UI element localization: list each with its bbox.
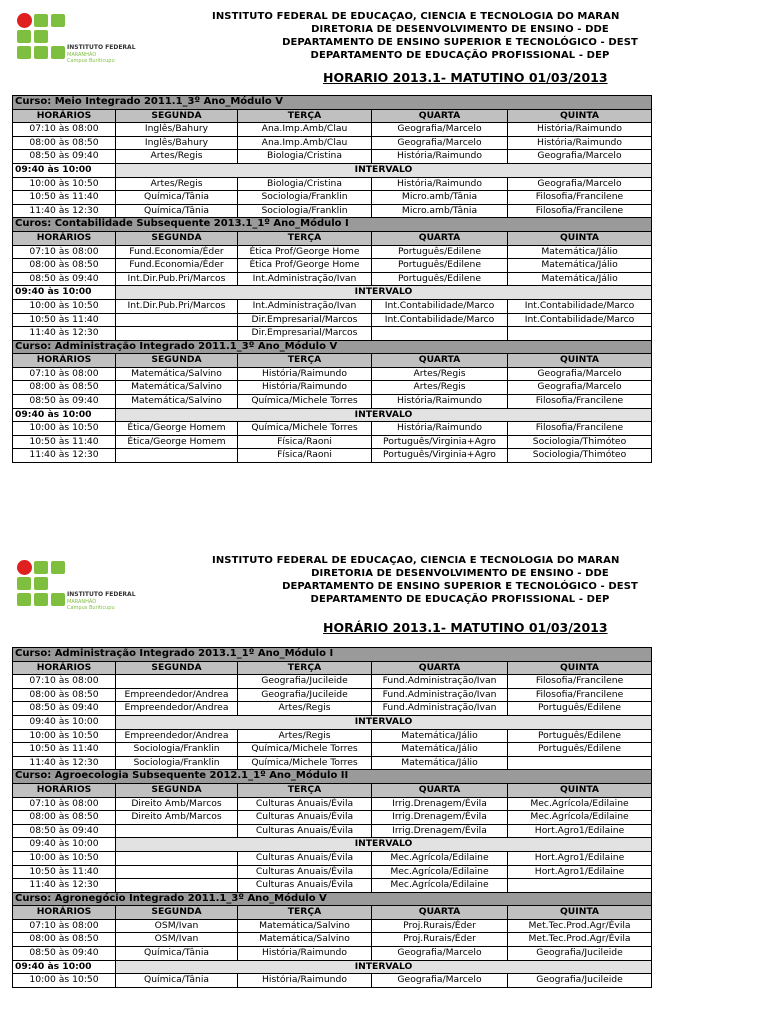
break-row	[13, 286, 652, 300]
break-label: INTERVALO	[116, 715, 652, 729]
table-row	[13, 756, 652, 770]
class-cell: Química/Michele Torres	[238, 395, 372, 409]
class-cell: Química/Michele Torres	[238, 422, 372, 436]
class-cell: Filosofia/Francilene	[508, 675, 652, 689]
table-header-row	[13, 661, 652, 675]
time-cell: 10:00 às 10:50	[13, 177, 116, 191]
class-cell: Matemática/Jálio	[372, 756, 508, 770]
class-cell: Sociologia/Franklin	[116, 756, 238, 770]
header-line-2: DIRETORIA DE DESENVOLVIMENTO DE ENSINO - DDE	[311, 568, 609, 579]
class-cell: Int.Contabilidade/Marco	[508, 299, 652, 313]
table-row	[13, 947, 652, 961]
class-cell: Mec.Agrícola/Edilaine	[508, 811, 652, 825]
class-cell: História/Raimundo	[508, 136, 652, 150]
class-cell: Sociologia/Thimóteo	[508, 435, 652, 449]
time-cell: 11:40 às 12:30	[13, 879, 116, 893]
class-cell: Artes/Regis	[116, 150, 238, 164]
class-cell: Mec.Agrícola/Edilaine	[372, 865, 508, 879]
logo-text-campus: Campus Buriticupu	[67, 605, 115, 611]
table-row	[13, 191, 652, 205]
break-label: INTERVALO	[116, 286, 652, 300]
class-cell: Fund.Economia/Éder	[116, 259, 238, 273]
class-cell: Culturas Anuais/Évila	[238, 865, 372, 879]
class-cell: Hort.Agro1/Edilaine	[508, 865, 652, 879]
time-cell: 09:40 às 10:00	[13, 960, 116, 974]
table-row	[13, 851, 652, 865]
column-header: HORÁRIOS	[13, 661, 116, 675]
class-cell: Matemática/Salvino	[116, 395, 238, 409]
column-header: QUARTA	[372, 354, 508, 368]
class-cell: História/Raimundo	[238, 974, 372, 988]
class-cell: Português/Edilene	[508, 743, 652, 757]
table-row	[13, 367, 652, 381]
class-cell: Ética Prof/George Home	[238, 245, 372, 259]
class-cell: Mec.Agrícola/Edilaine	[372, 879, 508, 893]
class-cell	[508, 327, 652, 341]
time-cell: 08:00 às 08:50	[13, 259, 116, 273]
class-cell: Física/Raoni	[238, 435, 372, 449]
class-cell: OSM/Ivan	[116, 919, 238, 933]
class-cell: Matemática/Jálio	[508, 272, 652, 286]
table-row	[13, 150, 652, 164]
class-cell	[116, 879, 238, 893]
class-cell: Fund.Economia/Éder	[116, 245, 238, 259]
schedule-table	[12, 95, 652, 463]
column-header: TERÇA	[238, 661, 372, 675]
class-cell: Fund.Administração/Ivan	[372, 675, 508, 689]
column-header: TERÇA	[238, 354, 372, 368]
class-cell	[116, 675, 238, 689]
class-cell: Empreendedor/Andrea	[116, 729, 238, 743]
column-header: SEGUNDA	[116, 783, 238, 797]
time-cell: 10:50 às 11:40	[13, 435, 116, 449]
class-cell: Direito Amb/Marcos	[116, 811, 238, 825]
time-cell: 08:50 às 09:40	[13, 150, 116, 164]
class-cell: Inglês/Bahury	[116, 136, 238, 150]
class-cell: Geografia/Marcelo	[508, 367, 652, 381]
course-title: Curso: Administração Integrado 2013.1_1º Ano_Módulo I	[13, 648, 652, 662]
logo-text-institute: INSTITUTO FEDERAL	[67, 591, 136, 598]
class-cell: Ética/George Homem	[116, 422, 238, 436]
column-header: QUARTA	[372, 231, 508, 245]
class-cell: Geografia/Jucileide	[238, 675, 372, 689]
class-cell: Ética Prof/George Home	[238, 259, 372, 273]
class-cell: Geografia/Jucileide	[508, 974, 652, 988]
class-cell: Fund.Administração/Ivan	[372, 688, 508, 702]
time-cell: 07:10 às 08:00	[13, 919, 116, 933]
time-cell: 08:00 às 08:50	[13, 136, 116, 150]
column-header: HORÁRIOS	[13, 354, 116, 368]
course-title: Curso: Agronegócio Integrado 2011.1_3º Ano_Módulo V	[13, 892, 652, 906]
class-cell: Hort.Agro1/Edilaine	[508, 824, 652, 838]
class-cell: História/Raimundo	[508, 123, 652, 137]
class-cell: Filosofia/Francilene	[508, 191, 652, 205]
time-cell: 10:50 às 11:40	[13, 743, 116, 757]
class-cell: História/Raimundo	[238, 367, 372, 381]
logo-text-state: MARANHÃO	[67, 52, 97, 58]
class-cell: Hort.Agro1/Edilaine	[508, 851, 652, 865]
table-header-row	[13, 354, 652, 368]
class-cell: Ética/George Homem	[116, 435, 238, 449]
course-title: Curso: Meio Integrado 2011.1_3º Ano_Módulo V	[13, 96, 652, 110]
table-row	[13, 245, 652, 259]
time-cell: 10:00 às 10:50	[13, 974, 116, 988]
class-cell: Sociologia/Franklin	[238, 191, 372, 205]
class-cell: História/Raimundo	[372, 422, 508, 436]
table-row	[13, 879, 652, 893]
class-cell: Ana.Imp.Amb/Clau	[238, 136, 372, 150]
time-cell: 08:00 às 08:50	[13, 933, 116, 947]
column-header: QUARTA	[372, 783, 508, 797]
class-cell: Culturas Anuais/Évila	[238, 797, 372, 811]
class-cell: Geografia/Marcelo	[372, 136, 508, 150]
class-cell: Português/Edilene	[372, 272, 508, 286]
table-row	[13, 136, 652, 150]
logo-red-dot-icon	[17, 13, 32, 28]
class-cell: Química/Michele Torres	[238, 756, 372, 770]
time-cell: 07:10 às 08:00	[13, 245, 116, 259]
class-cell: Geografia/Marcelo	[508, 381, 652, 395]
table-row	[13, 259, 652, 273]
class-cell: Irrig.Drenagem/Évila	[372, 797, 508, 811]
class-cell: Matemática/Jálio	[508, 245, 652, 259]
time-cell: 09:40 às 10:00	[13, 715, 116, 729]
class-cell: Int.Dir.Pub.Pri/Marcos	[116, 272, 238, 286]
column-header: TERÇA	[238, 231, 372, 245]
page-title: HORÁRIO 2013.1- MATUTINO 01/03/2013	[323, 620, 608, 635]
column-header: HORÁRIOS	[13, 906, 116, 920]
break-label: INTERVALO	[116, 838, 652, 852]
class-cell: OSM/Ivan	[116, 933, 238, 947]
time-cell: 08:50 às 09:40	[13, 272, 116, 286]
time-cell: 09:40 às 10:00	[13, 408, 116, 422]
time-cell: 07:10 às 08:00	[13, 123, 116, 137]
header-line-1: INSTITUTO FEDERAL DE EDUCAÇAO, CIENCIA E TECNOLOGIA DO MARAN	[212, 11, 620, 22]
time-cell: 11:40 às 12:30	[13, 449, 116, 463]
class-cell: História/Raimundo	[372, 150, 508, 164]
table-row	[13, 449, 652, 463]
time-cell: 11:40 às 12:30	[13, 756, 116, 770]
class-cell: Culturas Anuais/Évila	[238, 879, 372, 893]
column-header: QUINTA	[508, 231, 652, 245]
break-row	[13, 408, 652, 422]
time-cell: 11:40 às 12:30	[13, 327, 116, 341]
class-cell: Int.Dir.Pub.Pri/Marcos	[116, 299, 238, 313]
break-row	[13, 715, 652, 729]
time-cell: 10:50 às 11:40	[13, 313, 116, 327]
table-row	[13, 729, 652, 743]
class-cell: Matemática/Jálio	[372, 743, 508, 757]
column-header: TERÇA	[238, 109, 372, 123]
table-row	[13, 327, 652, 341]
time-cell: 10:50 às 11:40	[13, 865, 116, 879]
column-header: HORÁRIOS	[13, 783, 116, 797]
course-title-row	[13, 648, 652, 662]
break-label: INTERVALO	[116, 163, 652, 177]
class-cell: Química/Michele Torres	[238, 743, 372, 757]
column-header: HORÁRIOS	[13, 109, 116, 123]
break-row	[13, 960, 652, 974]
table-row	[13, 123, 652, 137]
class-cell: Geografia/Marcelo	[372, 947, 508, 961]
table-row	[13, 422, 652, 436]
class-cell	[116, 851, 238, 865]
table-row	[13, 299, 652, 313]
class-cell: Matemática/Salvino	[116, 381, 238, 395]
class-cell	[116, 327, 238, 341]
time-cell: 08:00 às 08:50	[13, 811, 116, 825]
class-cell: Geografia/Marcelo	[372, 974, 508, 988]
class-cell: Geografia/Marcelo	[508, 150, 652, 164]
class-cell: Filosofia/Francilene	[508, 422, 652, 436]
class-cell: Int.Administração/Ivan	[238, 272, 372, 286]
break-label: INTERVALO	[116, 960, 652, 974]
table-row	[13, 702, 652, 716]
class-cell: Geografia/Jucileide	[238, 688, 372, 702]
class-cell	[508, 756, 652, 770]
class-cell: Artes/Regis	[238, 729, 372, 743]
class-cell: Matemática/Salvino	[238, 933, 372, 947]
class-cell: Filosofia/Francilene	[508, 204, 652, 218]
table-row	[13, 933, 652, 947]
course-title-row	[13, 770, 652, 784]
class-cell: Int.Administração/Ivan	[238, 299, 372, 313]
class-cell: Geografia/Marcelo	[372, 123, 508, 137]
table-row	[13, 675, 652, 689]
time-cell: 08:50 às 09:40	[13, 824, 116, 838]
column-header: SEGUNDA	[116, 354, 238, 368]
table-header-row	[13, 231, 652, 245]
column-header: TERÇA	[238, 783, 372, 797]
logo-text-state: MARANHÃO	[67, 599, 97, 605]
page-2	[0, 545, 768, 1024]
class-cell: Proj.Rurais/Éder	[372, 933, 508, 947]
table-row	[13, 204, 652, 218]
table-row	[13, 865, 652, 879]
table-row	[13, 688, 652, 702]
header-line-3: DEPARTAMENTO DE ENSINO SUPERIOR E TECNOLÓGICO - DEST	[282, 37, 638, 48]
class-cell: Irrig.Drenagem/Évila	[372, 811, 508, 825]
header-line-4: DEPARTAMENTO DE EDUCAÇÃO PROFISSIONAL - DEP	[310, 594, 610, 605]
class-cell: Direito Amb/Marcos	[116, 797, 238, 811]
column-header: SEGUNDA	[116, 231, 238, 245]
table-header-row	[13, 783, 652, 797]
schedule-table	[12, 647, 652, 988]
class-cell: Ana.Imp.Amb/Clau	[238, 123, 372, 137]
class-cell: Int.Contabilidade/Marco	[372, 313, 508, 327]
header-line-4: DEPARTAMENTO DE EDUCAÇÃO PROFISSIONAL - DEP	[310, 50, 610, 61]
class-cell: Química/Tânia	[116, 204, 238, 218]
logo-text-institute: INSTITUTO FEDERAL	[67, 44, 136, 51]
column-header: HORÁRIOS	[13, 231, 116, 245]
class-cell: Física/Raoni	[238, 449, 372, 463]
class-cell: Dir.Empresarial/Marcos	[238, 313, 372, 327]
time-cell: 08:00 às 08:50	[13, 381, 116, 395]
class-cell: Química/Tânia	[116, 947, 238, 961]
class-cell: Proj.Rurais/Éder	[372, 919, 508, 933]
class-cell: História/Raimundo	[372, 177, 508, 191]
column-header: QUINTA	[508, 109, 652, 123]
class-cell: Fund.Administração/Ivan	[372, 702, 508, 716]
class-cell: Português/Edilene	[508, 729, 652, 743]
class-cell	[116, 865, 238, 879]
header-line-1: INSTITUTO FEDERAL DE EDUCAÇAO, CIENCIA E TECNOLOGIA DO MARAN	[212, 555, 620, 566]
header-line-3: DEPARTAMENTO DE ENSINO SUPERIOR E TECNOLÓGICO - DEST	[282, 581, 638, 592]
class-cell: Met.Tec.Prod.Agr/Évila	[508, 933, 652, 947]
page-title: HORARIO 2013.1- MATUTINO 01/03/2013	[323, 70, 608, 85]
class-cell: Mec.Agrícola/Edilaine	[508, 797, 652, 811]
class-cell: Matemática/Salvino	[116, 367, 238, 381]
class-cell: Sociologia/Franklin	[238, 204, 372, 218]
class-cell: Artes/Regis	[372, 381, 508, 395]
table-row	[13, 797, 652, 811]
column-header: SEGUNDA	[116, 906, 238, 920]
class-cell: Inglês/Bahury	[116, 123, 238, 137]
course-title-row	[13, 96, 652, 110]
table-header-row	[13, 109, 652, 123]
break-row	[13, 163, 652, 177]
column-header: QUINTA	[508, 354, 652, 368]
class-cell: Micro.amb/Tânia	[372, 191, 508, 205]
table-row	[13, 313, 652, 327]
class-cell: Biologia/Cristina	[238, 177, 372, 191]
class-cell: Sociologia/Franklin	[116, 743, 238, 757]
class-cell: Artes/Regis	[116, 177, 238, 191]
column-header: QUARTA	[372, 661, 508, 675]
class-cell: Português/Virginia+Agro	[372, 449, 508, 463]
course-title: Curso: Agroecologia Subsequente 2012.1_1º Ano_Módulo II	[13, 770, 652, 784]
table-row	[13, 272, 652, 286]
column-header: QUARTA	[372, 906, 508, 920]
table-header-row	[13, 906, 652, 920]
class-cell: Geografia/Jucileide	[508, 947, 652, 961]
break-row	[13, 838, 652, 852]
course-title: Curos: Contabilidade Subsequente 2013.1_1º Ano_Módulo I	[13, 218, 652, 232]
time-cell: 10:00 às 10:50	[13, 422, 116, 436]
class-cell: Int.Contabilidade/Marco	[508, 313, 652, 327]
institute-logo	[14, 559, 144, 614]
table-row	[13, 177, 652, 191]
course-title: Curso: Administração Integrado 2011.1_3º Ano_Módulo V	[13, 340, 652, 354]
time-cell: 07:10 às 08:00	[13, 675, 116, 689]
page-1	[0, 0, 768, 470]
time-cell: 10:00 às 10:50	[13, 729, 116, 743]
class-cell: Culturas Anuais/Évila	[238, 851, 372, 865]
class-cell	[508, 879, 652, 893]
class-cell: Culturas Anuais/Évila	[238, 811, 372, 825]
column-header: TERÇA	[238, 906, 372, 920]
logo-red-dot-icon	[17, 560, 32, 575]
time-cell: 08:50 às 09:40	[13, 702, 116, 716]
time-cell: 11:40 às 12:30	[13, 204, 116, 218]
class-cell: Química/Tânia	[116, 974, 238, 988]
class-cell	[116, 449, 238, 463]
table-row	[13, 381, 652, 395]
header-line-2: DIRETORIA DE DESENVOLVIMENTO DE ENSINO - DDE	[311, 24, 609, 35]
time-cell: 09:40 às 10:00	[13, 286, 116, 300]
course-title-row	[13, 892, 652, 906]
class-cell: História/Raimundo	[238, 381, 372, 395]
class-cell: Empreendedor/Andrea	[116, 702, 238, 716]
table-row	[13, 919, 652, 933]
class-cell: Matemática/Jálio	[372, 729, 508, 743]
course-title-row	[13, 218, 652, 232]
time-cell: 07:10 às 08:00	[13, 797, 116, 811]
class-cell: Mec.Agrícola/Edilaine	[372, 851, 508, 865]
class-cell: Sociologia/Thimóteo	[508, 449, 652, 463]
class-cell: Empreendedor/Andrea	[116, 688, 238, 702]
time-cell: 10:00 às 10:50	[13, 299, 116, 313]
table-row	[13, 811, 652, 825]
class-cell: Filosofia/Francilene	[508, 395, 652, 409]
time-cell: 10:50 às 11:40	[13, 191, 116, 205]
table-row	[13, 395, 652, 409]
class-cell: Matemática/Salvino	[238, 919, 372, 933]
class-cell: História/Raimundo	[238, 947, 372, 961]
column-header: SEGUNDA	[116, 661, 238, 675]
table-row	[13, 435, 652, 449]
time-cell: 09:40 às 10:00	[13, 838, 116, 852]
class-cell: Português/Edilene	[508, 702, 652, 716]
class-cell: Culturas Anuais/Évila	[238, 824, 372, 838]
class-cell: Irrig.Drenagem/Évila	[372, 824, 508, 838]
class-cell: Português/Virginia+Agro	[372, 435, 508, 449]
column-header: QUINTA	[508, 661, 652, 675]
time-cell: 08:50 às 09:40	[13, 947, 116, 961]
column-header: QUINTA	[508, 783, 652, 797]
class-cell	[116, 313, 238, 327]
column-header: QUARTA	[372, 109, 508, 123]
class-cell: História/Raimundo	[372, 395, 508, 409]
class-cell: Biologia/Cristina	[238, 150, 372, 164]
time-cell: 07:10 às 08:00	[13, 367, 116, 381]
time-cell: 10:00 às 10:50	[13, 851, 116, 865]
class-cell: Português/Edilene	[372, 245, 508, 259]
class-cell: Int.Contabilidade/Marco	[372, 299, 508, 313]
column-header: QUINTA	[508, 906, 652, 920]
class-cell: Met.Tec.Prod.Agr/Évila	[508, 919, 652, 933]
class-cell	[116, 824, 238, 838]
time-cell: 08:50 às 09:40	[13, 395, 116, 409]
time-cell: 09:40 às 10:00	[13, 163, 116, 177]
class-cell: Filosofia/Francilene	[508, 688, 652, 702]
time-cell: 08:00 às 08:50	[13, 688, 116, 702]
class-cell: Matemática/Jálio	[508, 259, 652, 273]
course-title-row	[13, 340, 652, 354]
class-cell: Química/Tânia	[116, 191, 238, 205]
class-cell: Artes/Regis	[372, 367, 508, 381]
class-cell: Geografia/Marcelo	[508, 177, 652, 191]
class-cell: Português/Edilene	[372, 259, 508, 273]
logo-text-campus: Campus Buriticupu	[67, 58, 115, 64]
column-header: SEGUNDA	[116, 109, 238, 123]
table-row	[13, 743, 652, 757]
table-row	[13, 824, 652, 838]
table-row	[13, 974, 652, 988]
class-cell	[372, 327, 508, 341]
class-cell: Micro.amb/Tânia	[372, 204, 508, 218]
class-cell: Artes/Regis	[238, 702, 372, 716]
class-cell: Dir.Empresarial/Marcos	[238, 327, 372, 341]
institute-logo	[14, 12, 144, 67]
break-label: INTERVALO	[116, 408, 652, 422]
